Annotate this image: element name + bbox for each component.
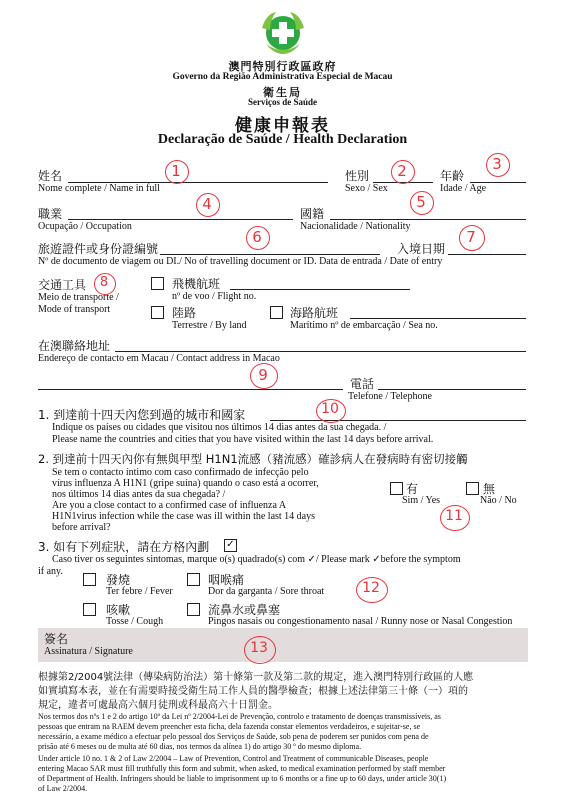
- dept-name-zh: 衛生局: [263, 86, 302, 99]
- land-label-pt: Terrestre / By land: [172, 320, 247, 331]
- question-3-zh: 3. 如有下列症狀，請在方格內劃: [38, 540, 210, 554]
- annotation-12: 12: [362, 580, 380, 596]
- address-label-zh: 在澳聯絡地址: [38, 339, 111, 353]
- annotation-3: 3: [492, 155, 502, 173]
- legal-en-2: entering Macao SAR must fill truthfully this form and submit, when asked, to medical examination performed by staff member: [38, 764, 446, 773]
- annotation-1: 1: [171, 162, 181, 180]
- telephone-label-zh: 電話: [350, 377, 375, 391]
- question-2-en-1: Are you a close contact to a confirmed case of influenza A: [52, 500, 287, 511]
- legal-pt-4: prisão até 6 meses ou de multa até 60 dias, nos termos da alínea 1) do artigo 30 º do mesmo diploma.: [38, 742, 362, 751]
- question-2-pt-1: Se tem o contacto íntimo com caso confirmado de infecção pelo: [52, 467, 309, 478]
- nationality-label-zh: 國籍: [300, 207, 325, 221]
- fever-label-zh: 發燒: [106, 573, 131, 587]
- sex-label-pt: Sexo / Sex: [345, 183, 388, 194]
- annotation-9: 9: [258, 366, 268, 384]
- visited-places-field[interactable]: [270, 420, 526, 421]
- flight-label-pt: nº de voo / Flight no.: [172, 291, 257, 302]
- annotation-10: 10: [321, 401, 339, 417]
- telephone-field[interactable]: [378, 389, 526, 390]
- question-2-en-2: H1N1virus infection while the case was ill within the last 14 days: [52, 511, 316, 522]
- transport-label-pt-2: Mode of transport: [38, 304, 111, 315]
- question-2-zh: 2. 到達前十四天內你有無與甲型 H1N1流感（豬流感）確診病人在發病時有密切接觸: [38, 452, 468, 466]
- nationality-field[interactable]: [330, 219, 526, 220]
- transport-label-zh: 交通工具: [38, 278, 87, 292]
- no-checkbox[interactable]: [466, 482, 479, 495]
- question-2-en-3: before arrival?: [52, 522, 111, 533]
- flight-no-field[interactable]: [230, 289, 410, 290]
- transport-label-pt-1: Meio de transporte /: [38, 292, 119, 303]
- annotation-4: 4: [202, 195, 212, 213]
- no-label-zh: 無: [483, 482, 496, 496]
- document-label-pt: Nº de documento de viagem ou DI./ No of travelling document or ID. Data de entrada / Date of entry: [38, 256, 443, 267]
- runny-nose-label-pt: Pingos nasais ou congestionamento nasal / Runny nose or Nasal Congestion: [208, 616, 513, 627]
- occupation-label-pt: Ocupação / Occupation: [38, 221, 132, 232]
- sore-throat-label-zh: 咽喉痛: [208, 573, 245, 587]
- sore-throat-checkbox[interactable]: [187, 573, 200, 586]
- question-2-pt-3: nos últimos 14 dias antes da sua chegada? /: [52, 489, 226, 500]
- cough-label-pt: Tosse / Cough: [106, 616, 164, 627]
- occupation-field[interactable]: [68, 219, 293, 220]
- question-3-pt-2: if any.: [38, 566, 63, 577]
- sea-no-field[interactable]: [350, 318, 526, 319]
- sea-label-zh: 海路航班: [290, 306, 339, 320]
- legal-pt-2: pessoas que entram na RAEM devem preencher esta ficha, dela fazenda constar elementos verdadeiros, e sujeitar-se, se: [38, 722, 421, 731]
- fever-label-pt: Ter febre / Fever: [106, 586, 173, 597]
- question-3-pt: Caso tiver os seguintes sintomas, marque o(s) quadrado(s) com ✓/ Please mark ✓before the symptom: [52, 554, 461, 565]
- legal-en-4: of Law 2/2004.: [38, 784, 88, 793]
- document-field[interactable]: [160, 254, 380, 255]
- annotation-8: 8: [99, 275, 109, 290]
- legal-zh-3: 規定，違者可處最高六個月徒刑或科最高六十日罰金。: [38, 700, 278, 711]
- annotation-13: 13: [250, 640, 268, 656]
- signature-label-pt: Assinatura / Signature: [44, 646, 133, 657]
- address-label-pt: Endereço de contacto em Macau / Contact address in Macao: [38, 353, 280, 364]
- checkmark-sample-box: ✓: [224, 539, 237, 552]
- annotation-11: 11: [445, 508, 463, 524]
- legal-pt-1: Nos termos dos nºs 1 e 2 do artigo 10º da Lei nº 2/2004-Lei de Prevenção, controlo e tratamento de doenças transmissíveis, as: [38, 712, 441, 721]
- sex-label-zh: 性別: [345, 169, 370, 183]
- age-label-pt: Idade / Age: [440, 183, 487, 194]
- sore-throat-label-pt: Dor da garganta / Sore throat: [208, 586, 325, 597]
- form-title-zh: 健康申報表: [235, 116, 330, 136]
- fever-checkbox[interactable]: [83, 573, 96, 586]
- question-1-en: Please name the countries and cities that you have visited within the last 14 days before arrival.: [52, 434, 434, 445]
- legal-pt-3: necessário, a exame médico a efectuar pelo pessoal dos Serviços de Saúde, sob pena de poderem ser punidos com pena de: [38, 732, 429, 741]
- yes-label-zh: 有: [406, 482, 419, 496]
- gov-name-pt: Governo da Região Administrativa Especial de Macau: [172, 72, 393, 82]
- address-field[interactable]: [115, 351, 526, 352]
- annotation-6: 6: [252, 228, 262, 246]
- legal-en-1: Under article 10 no. 1 & 2 of Law 2/2004 – Law of Prevention, Control and Treatment of communicable Diseases, people: [38, 754, 429, 763]
- legal-zh-1: 根據第2/2004號法律（傳染病防治法）第十條第一款及第二款的規定，進入澳門特別行政區的人應: [38, 672, 474, 683]
- question-1-zh: 1. 到達前十四天內您到過的城市和國家: [38, 408, 246, 422]
- document-label-zh: 旅遊證件或身份證編號: [38, 242, 159, 256]
- annotation-2: 2: [397, 162, 407, 180]
- no-label-pt: Não / No: [480, 495, 517, 506]
- land-checkbox[interactable]: [151, 306, 164, 319]
- cough-label-zh: 咳嗽: [106, 603, 131, 617]
- sea-label-pt: Marítimo nº de embarcação / Sea no.: [290, 320, 438, 331]
- health-bureau-logo: [258, 8, 308, 56]
- cough-checkbox[interactable]: [83, 603, 96, 616]
- runny-nose-label-zh: 流鼻水或鼻塞: [208, 603, 281, 617]
- legal-en-3: of Department of Health. Infringers should be liable to imprisonment up to 6 months or a fine up to 60 days, under article 30(1): [38, 774, 447, 783]
- address-field-2[interactable]: [38, 389, 343, 390]
- yes-label-pt: Sim / Yes: [402, 495, 441, 506]
- flight-checkbox[interactable]: [151, 277, 164, 290]
- sea-checkbox[interactable]: [270, 306, 283, 319]
- question-2-pt-2: vírus influenza A H1N1 (gripe suína) quando o caso está a ocorrer,: [52, 478, 319, 489]
- yes-checkbox[interactable]: [390, 482, 403, 495]
- dept-name-pt: Serviços de Saúde: [247, 97, 317, 107]
- runny-nose-checkbox[interactable]: [187, 603, 200, 616]
- occupation-label-zh: 職業: [38, 207, 63, 221]
- name-label-zh: 姓名: [38, 169, 63, 183]
- name-label-pt: Nome complete / Name in full: [38, 183, 160, 194]
- question-1-pt: Indique os países ou cidades que visitou nos últimos 14 dias antes da sua chegada. /: [52, 422, 387, 433]
- land-label-zh: 陸路: [172, 306, 197, 320]
- signature-label-zh: 簽名: [44, 632, 69, 646]
- gov-name-zh: 澳門特別行政區政府: [228, 60, 337, 73]
- entry-date-label-zh: 入境日期: [397, 242, 446, 256]
- age-label-zh: 年齡: [440, 169, 465, 183]
- telephone-label-pt: Telefone / Telephone: [348, 391, 432, 402]
- legal-zh-2: 如實填寫本表，並在有需要時接受衛生局工作人員的醫學檢查；根據上述法律第三十條（一）項的: [38, 686, 468, 697]
- annotation-7: 7: [466, 228, 476, 246]
- entry-date-field[interactable]: [448, 254, 526, 255]
- nationality-label-pt: Nacionalidade / Nationality: [300, 221, 411, 232]
- flight-label-zh: 飛機航班: [172, 277, 221, 291]
- form-title-pt: Declaração de Saúde / Health Declaration: [157, 132, 408, 147]
- annotation-5: 5: [416, 193, 426, 211]
